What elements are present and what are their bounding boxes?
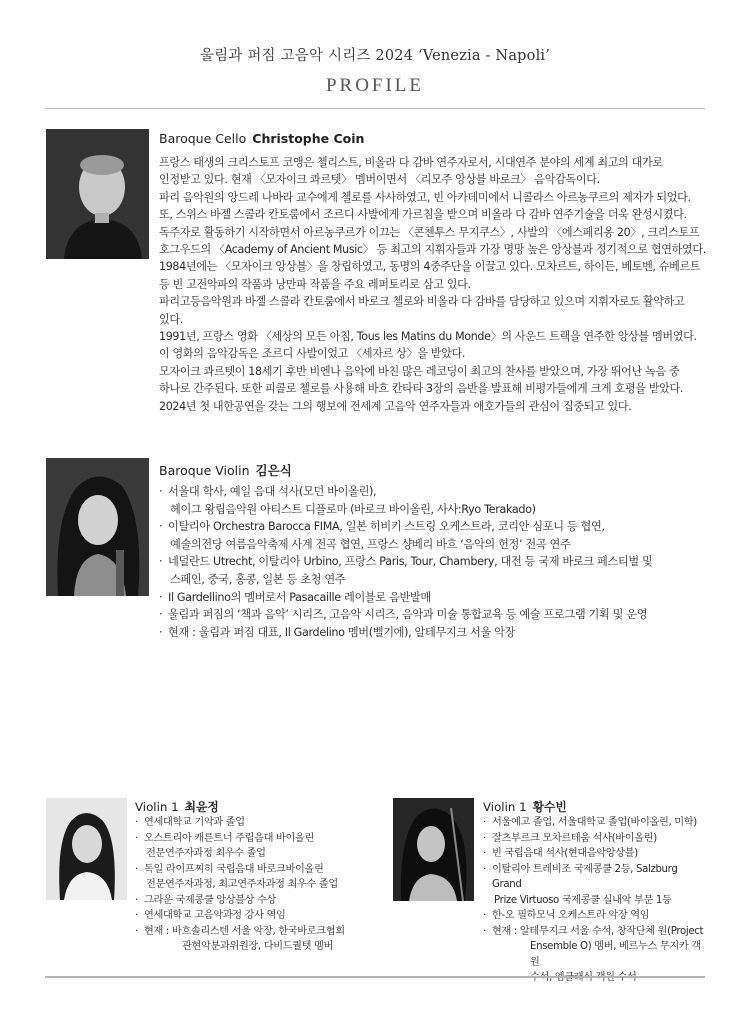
list-item: · 오스트리아 캐른트너 주립음대 바이올린 전문연주자과정 최우수 졸업 <box>135 831 380 862</box>
top-divider <box>45 108 705 109</box>
coin-role-line <box>159 131 364 146</box>
list-item: · 현재 : 울림과 퍼짐 대표, Il Gardelino 멤버(벨기에), 알테무지크 서울 악장 <box>159 624 707 642</box>
choi-role-line <box>135 798 219 815</box>
list-item: · 현재 : 바흐솔리스텐 서울 악장, 한국바로크협회 관현악분과위원장, 다비드퀄텟 멤버 <box>135 924 380 955</box>
list-item: · 잘츠부르크 모차르테움 석사(바이올린) <box>483 831 708 847</box>
coin-name: Christophe Coin <box>252 131 365 146</box>
kim-role: Baroque Violin <box>159 463 250 478</box>
coin-bio-paragraph: 파리고등음악원과 바젤 스콜라 칸토룸에서 바로크 첼로와 비올라 다 감바를 담당하고 있으며 지휘자로도 활약하고 있다. <box>159 295 685 326</box>
list-item: · 네덜란드 Utrecht, 이탈리아 Urbino, 프랑스 Paris, Tour, Chambery, 대전 등 국제 바로크 페스티벌 및 스페인, 중국, 홍콩, 일본 등 초청 연주 <box>159 553 707 588</box>
list-item: · 그라운 국제콩쿨 앙상블상 수상 <box>135 893 380 909</box>
choi-career-list <box>135 815 380 955</box>
kim-name: 김은식 <box>255 463 292 478</box>
list-item: · 독일 라이프찌히 국립음대 바로크바이올린 전문연주자과정, 최고연주자과정 최우수 졸업 <box>135 862 380 893</box>
coin-bio-paragraph: 파리 음악원의 앙드레 나바라 교수에게 첼로를 사사하였고, 빈 아카데미에서 니콜라스 아르농쿠르의 제자가 되었다. 또, 스위스 바젤 스콜라 칸토룸에서 조르디 사발에게 가르침을 받으며 비올라 다 감바 연주기술을 더욱 완성시켰다. <box>159 190 691 222</box>
choi-portrait-photo <box>46 798 127 900</box>
kim-role-line <box>159 461 292 479</box>
list-item: · 서울대 학사, 예일 음대 석사(모던 바이올린), 헤이그 왕립음악원 아티스트 디플로마 (바로크 바이올린, 사사:Ryo Terakado) <box>159 483 707 518</box>
list-item: · 연세대학교 고음악과정 강사 역임 <box>135 908 380 924</box>
coin-portrait-photo <box>46 129 149 259</box>
list-item: · 서울예고 졸업, 서울대학교 졸업(바이올린, 미학) <box>483 815 708 831</box>
list-item: · 현재 : 알테무지크 서울 수석, 창작단체 원(Project Ensemble O) 멤버, 베르누스 무지카 객원 <box>483 924 708 986</box>
hwang-role-line <box>483 798 567 815</box>
list-item: · 이탈리아 Orchestra Barocca FIMA, 일본 히비키 스트링 오케스트라, 코리안 심포니 등 협연, 예술의전당 여름음악축제 사계 전곡 협연, 프랑스 샹베리 바흐 ‘음악의 헌정’ 전곡 연주 <box>159 518 707 553</box>
list-item: · 빈 국립음대 석사(현대음악앙상블) <box>483 846 708 862</box>
list-item: · 한-오 필하모닉 오케스트라 악장 역임 <box>483 908 708 924</box>
kim-career-list <box>159 483 707 641</box>
hwang-name: 황수빈 <box>532 800 567 814</box>
coin-bio-paragraph: 프랑스 태생의 크리스토프 코앵은 첼리스트, 비올라 다 감바 연주자로서, 시대연주 분야의 세계 최고의 대가로 인정받고 있다. 현재 〈모자이크 콰르텟〉 멤버이면서 〈리모주 앙상블 바로크〉 음악감독이다. <box>159 156 663 187</box>
list-item: · 울림과 퍼짐의 ‘책과 음악’ 시리즈, 고음악 시리즈, 음악과 미술 통합교육 등 예술 프로그램 기획 및 운영 <box>159 606 707 624</box>
list-item: · 연세대학교 기악과 졸업 <box>135 815 380 831</box>
series-title: 울림과 퍼짐 고음악 시리즈 2024 ‘Venezia - Napoli’ <box>199 48 551 64</box>
coin-role: Baroque Cello <box>159 131 247 146</box>
hwang-portrait-photo <box>393 798 474 901</box>
kim-portrait-photo <box>46 458 149 596</box>
hwang-career-list <box>483 815 708 986</box>
coin-bio-paragraph: 2024년 첫 내한공연을 갖는 그의 행보에 전세계 고음악 연주자들과 애호가들의 관심이 집중되고 있다. <box>159 399 632 413</box>
bottom-divider <box>45 976 705 978</box>
choi-role: Violin 1 <box>135 800 179 814</box>
choi-name: 최윤정 <box>184 800 219 814</box>
coin-bio <box>159 154 707 415</box>
coin-bio-paragraph: 독주자로 활동하기 시작하면서 아르농쿠르가 이끄는 〈콘첸투스 무지쿠스〉, 사발의 〈에스페리옹 20〉, 크리스토프 호그우드의 〈Academy of Ancient Music〉 등 최고의 지휘자들과 가장 명망 높은 앙상블과 정기적으로 협연하였다. <box>159 225 706 257</box>
hwang-role: Violin 1 <box>483 800 527 814</box>
coin-bio-paragraph: 모자이크 콰르텟이 18세기 후반 비엔나 음악에 바친 많은 레코딩이 최고의 찬사를 받았으며, 가장 뛰어난 녹음 중 하나로 간주된다. 또한 피콜로 첼로를 사용해 바흐 칸타타 3장의 음반을 발표해 비평가들에게 크게 호평을 받았다. <box>159 364 684 396</box>
list-item: · Il Gardellino의 멤버로서 Pasacaille 레이블로 음반발매 <box>159 589 707 607</box>
coin-bio-paragraph: 1984년에는 〈모자이크 앙상블〉을 창립하였고, 동명의 4중주단을 이끌고 있다. 모차르트, 하이든, 베토벤, 슈베르트 등 빈 고전악파의 작품과 낭만파 작품을 주요 레퍼토리로 삼고 있다. <box>159 260 701 291</box>
profile-heading: PROFILE <box>325 75 425 96</box>
coin-bio-paragraph: 1991년, 프랑스 영화 〈세상의 모든 아침, Tous les Matins du Monde〉의 사운드 트랙을 연주한 앙상블 멤버였다. 이 영화의 음악감독은 조르디 사발이었고 〈세자르 상〉을 받았다. <box>159 330 697 361</box>
list-item: · 이탈리아 트레비조 국제콩쿨 2등, Salzburg Grand Prize Virtuoso 국제콩쿨 실내악 부문 1등 <box>483 862 708 909</box>
